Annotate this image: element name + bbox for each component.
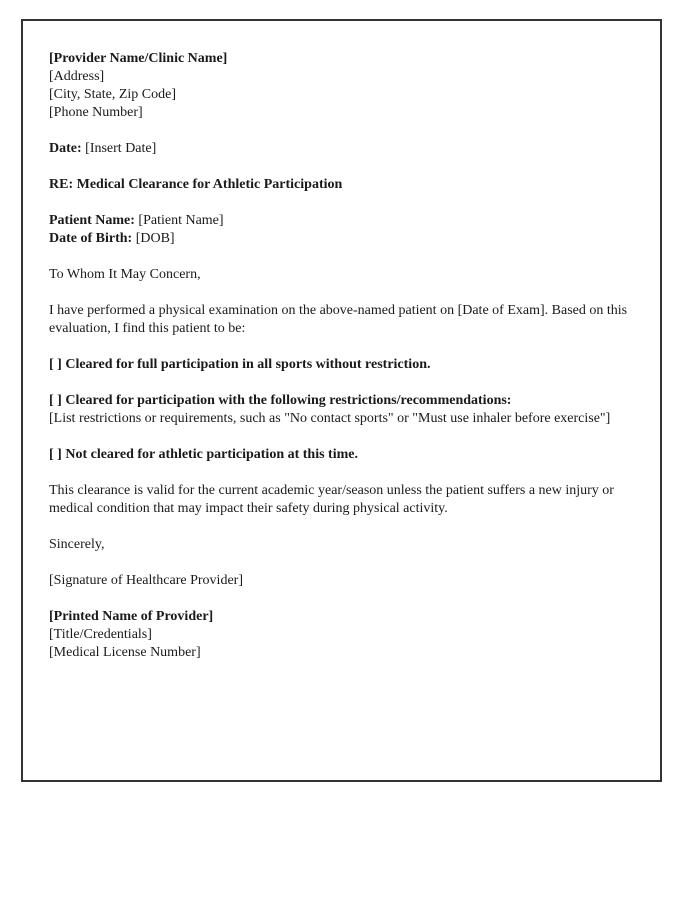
patient-name-value: [Patient Name] [138, 213, 224, 228]
provider-city-state-zip: [City, State, Zip Code] [49, 87, 177, 102]
option-full-clearance-label: Cleared for full participation in all sports without restriction. [65, 357, 431, 372]
date-line [49, 140, 634, 158]
provider-header [49, 50, 634, 122]
intro-paragraph: I have performed a physical examination on the above-named patient on [Date of Exam]. Based on this evaluation, I find this patient to be: [49, 303, 628, 336]
option-not-cleared [49, 446, 634, 464]
date-label: Date: [49, 141, 82, 156]
title-credentials: [Title/Credentials] [49, 627, 152, 642]
validity-paragraph: This clearance is valid for the current academic year/season unless the patient suffers a new injury or medical condition that may impact their safety during physical activity. [49, 483, 614, 516]
option-restricted-label: Cleared for participation with the following restrictions/recommendations: [65, 393, 512, 408]
subject-line: RE: Medical Clearance for Athletic Participation [49, 177, 343, 192]
patient-info [49, 212, 634, 248]
patient-name-label: Patient Name: [49, 213, 135, 228]
option-restricted-line [49, 392, 634, 410]
signature-block [49, 608, 634, 662]
option-restricted-note: [List restrictions or requirements, such as "No contact sports" or "Must use inhaler before exercise"] [49, 411, 611, 426]
printed-name: [Printed Name of Provider] [49, 609, 214, 624]
letter-page [21, 19, 662, 782]
patient-dob-line [49, 230, 634, 248]
salutation: To Whom It May Concern, [49, 267, 201, 282]
option-full-clearance [49, 356, 634, 374]
provider-phone: [Phone Number] [49, 105, 143, 120]
license-number: [Medical License Number] [49, 645, 201, 660]
provider-name: [Provider Name/Clinic Name] [49, 51, 228, 66]
checkbox-restricted-clearance: [ ] [49, 393, 62, 408]
date-value: [Insert Date] [85, 141, 157, 156]
patient-dob-value: [DOB] [135, 231, 175, 246]
patient-name-line [49, 212, 634, 230]
option-not-cleared-label: Not cleared for athletic participation at this time. [65, 447, 358, 462]
checkbox-full-clearance: [ ] [49, 357, 62, 372]
checkbox-not-cleared: [ ] [49, 447, 62, 462]
patient-dob-label: Date of Birth: [49, 231, 133, 246]
option-restricted-clearance [49, 392, 634, 428]
signature-placeholder: [Signature of Healthcare Provider] [49, 573, 243, 588]
closing: Sincerely, [49, 537, 105, 552]
provider-address: [Address] [49, 69, 105, 84]
